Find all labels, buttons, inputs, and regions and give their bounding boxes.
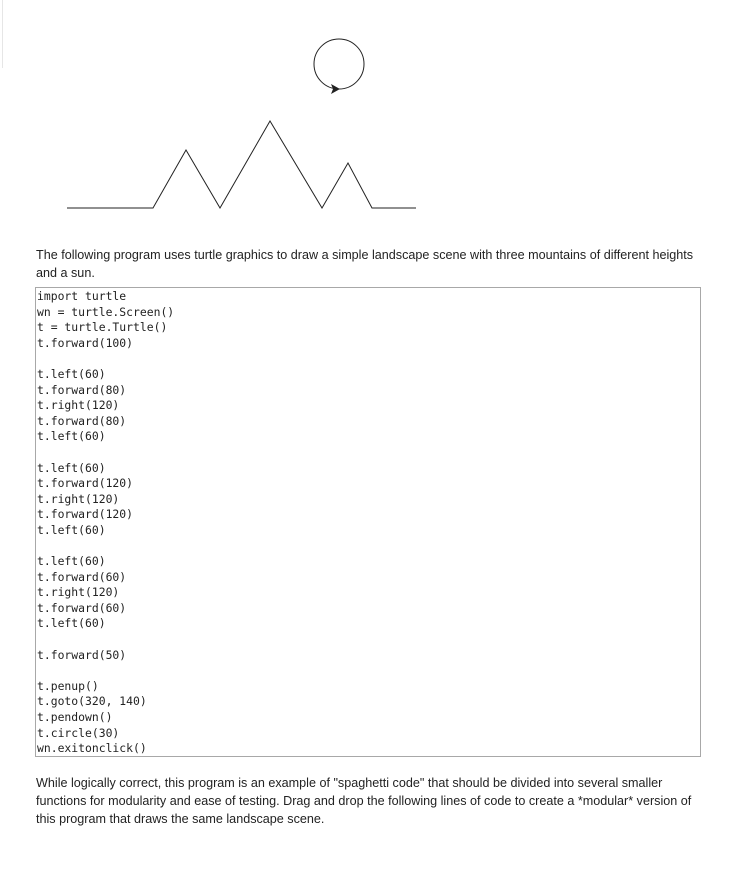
- code-blank-line: [37, 539, 700, 555]
- code-line: t.left(60): [37, 366, 106, 381]
- code-line: t.right(120): [37, 491, 120, 506]
- code-line: t.left(60): [37, 429, 106, 444]
- code-line: t = turtle.Turtle(): [37, 320, 168, 335]
- code-line: wn = turtle.Screen(): [37, 304, 175, 319]
- code-line: t.forward(80): [37, 382, 127, 397]
- code-line: t.left(60): [37, 460, 106, 475]
- code-line: t.left(60): [37, 554, 106, 569]
- code-line: t.circle(30): [37, 725, 120, 740]
- sun-circle: [314, 39, 364, 89]
- code-line: t.goto(320, 140): [37, 694, 147, 709]
- intro-text: The following program uses turtle graphics to draw a simple landscape scene with three mountains of different heights and a sun.: [36, 248, 694, 280]
- code-line: t.penup(): [37, 678, 99, 693]
- code-blank-line: [37, 445, 700, 461]
- code-line: wn.exitonclick(): [37, 741, 147, 756]
- code-line: t.forward(120): [37, 476, 134, 491]
- code-line: t.forward(50): [37, 647, 127, 662]
- turtle-drawing: [0, 0, 732, 230]
- code-line: t.forward(80): [37, 413, 127, 428]
- code-blank-line: [37, 663, 700, 679]
- code-line: t.right(120): [37, 398, 120, 413]
- instructions-text: While logically correct, this program is an example of "spaghetti code" that should be divided into several smaller functions for modularity and ease of testing. Drag and drop the following lines of code to create a *modular* version of this program that draws the same landscape scene.: [36, 776, 692, 826]
- code-line: t.forward(120): [37, 507, 134, 522]
- code-line: t.right(120): [37, 585, 120, 600]
- code-line: t.left(60): [37, 522, 106, 537]
- code-line: t.pendown(): [37, 710, 113, 725]
- code-block: [35, 287, 701, 757]
- code-line: import turtle: [37, 289, 127, 303]
- turtle-arrow-icon: [331, 84, 340, 94]
- code-line: t.forward(100): [37, 335, 134, 350]
- code-blank-line: [37, 632, 700, 648]
- code-line: t.forward(60): [37, 569, 127, 584]
- code-line: t.forward(60): [37, 600, 127, 615]
- landscape-path: [67, 121, 416, 208]
- code-blank-line: [37, 351, 700, 367]
- code-line: t.left(60): [37, 616, 106, 631]
